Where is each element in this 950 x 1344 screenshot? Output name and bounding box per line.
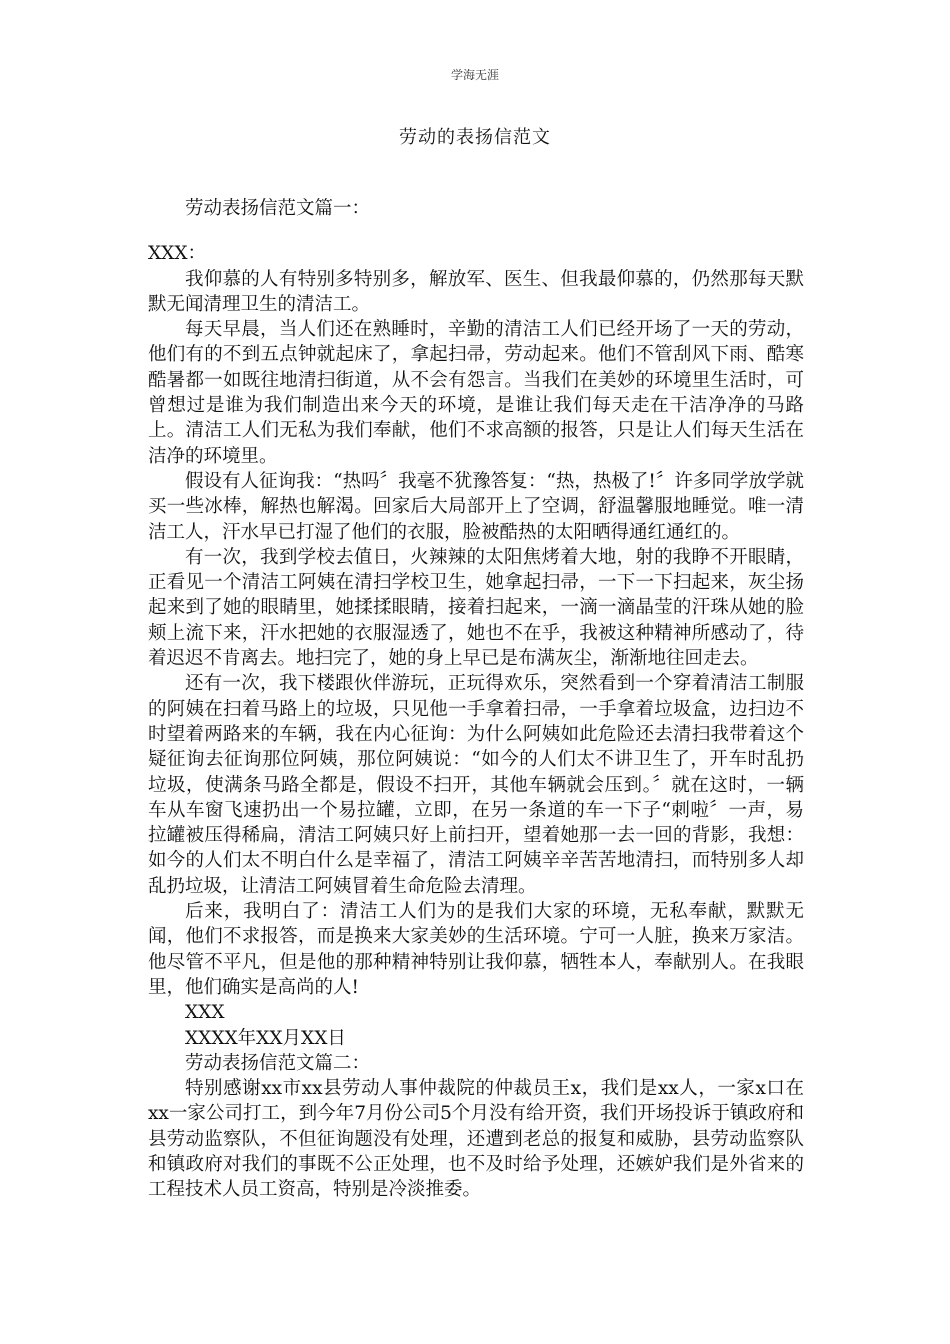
page-header: 学海无涯 [450,68,499,82]
paragraph: 特别感谢xx市xx县劳动人事仲裁院的仲裁员王x，我们是xx人，一家x口在xx一家公司打工，到今年7月份公司5个月没有给开资，我们开场投诉于镇政府和县劳动监察队，不但征询题没有处理，还遭到老总的报复和威胁，县劳动监察队和镇政府对我们的事既不公正处理，也不及时给予处理，还嫉妒我们是外省来的工程技术人员工资高，特别是冷淡推委。 [148,1078,804,1201]
salutation: XXX： [148,243,207,265]
paragraph: 我仰慕的人有特别多特别多，解放军、医生、但我最仰慕的，仍然那每天默默无闻清理卫生的清洁工。 [148,268,804,315]
paragraph: 有一次，我到学校去值日，火辣辣的太阳焦烤着大地，射的我睁不开眼睛，正看见一个清洁工阿姨在清扫学校卫生，她拿起扫帚，一下一下扫起来，灰尘扬起来到了她的眼睛里，她揉揉眼睛，接着扫起来，一滴一滴晶莹的汗珠从她的脸颊上流下来，汗水把她的衣服湿透了，她也不在乎，我被这种精神所感动了，待着迟迟不肯离去。地扫完了，她的身上早已是布满灰尘，渐渐地往回走去。 [148,546,804,670]
paragraph: 后来，我明白了：清洁工人们为的是我们大家的环境，无私奉献，默默无闻，他们不求报答，而是换来大家美妙的生活环境。宁可一人脏，换来万家洁。他尽管不平凡，但是他的那种精神特别让我仰慕，牺牲本人，奉献别人。在我眼里，他们确实是高尚的人! [148,901,804,998]
paragraph: 假设有人征询我：“热吗〞我毫不犹豫答复：“热，热极了!〞许多同学放学就买一些冰棒，解热也解渴。回家后大局部开上了空调，舒温馨服地睡觉。唯一清洁工人，汗水早已打湿了他们的衣服，脸被酷热的太阳晒得通红通红的。 [148,470,804,543]
document-title: 劳动的表扬信范文 [399,127,551,148]
section-heading-1: 劳动表扬信范文篇一： [185,198,371,219]
section-heading-2: 劳动表扬信范文篇二： [185,1052,371,1074]
paragraph: 还有一次，我下楼跟伙伴游玩，正玩得欢乐，突然看到一个穿着清洁工制服的阿姨在扫着马路上的垃圾，只见他一手拿着扫帚，一手拿着垃圾盒，边扫边不时望着两路来的车辆，我在内心征询：为什么阿姨如此危险还去清扫我带着这个疑征询去征询那位阿姨，那位阿姨说：“如今的人们太不讲卫生了，开车时乱扔垃圾，使满条马路全都是，假设不扫开，其他车辆就会压到。〞就在这时，一辆车从车窗飞速扔出一个易拉罐，立即，在另一条道的车一下子“刺啦〞一声，易拉罐被压得稀扁，清洁工阿姨只好上前扫开，望着她那一去一回的背影，我想：如今的人们太不明白什么是幸福了，清洁工阿姨辛辛苦苦地清扫，而特别多人却乱扔垃圾，让清洁工阿姨冒着生命危险去清理。 [148,673,804,897]
paragraph: 每天早晨，当人们还在熟睡时，辛勤的清洁工人们已经开场了一天的劳动，他们有的不到五点钟就起床了，拿起扫帚，劳动起来。他们不管刮风下雨、酷寒酷暑都一如既往地清扫街道，从不会有怨言。当我们在美妙的环境里生活时，可曾想过是谁为我们制造出来今天的环境，是谁让我们每天走在干洁净净的马路上。清洁工人们无私为我们奉献，他们不求高额的报答，只是让人们每天生活在洁净的环境里。 [148,319,804,467]
date: XXXX年XX月XX日 [185,1027,346,1049]
signature: XXX [185,1002,225,1024]
document-body [148,196,804,1203]
